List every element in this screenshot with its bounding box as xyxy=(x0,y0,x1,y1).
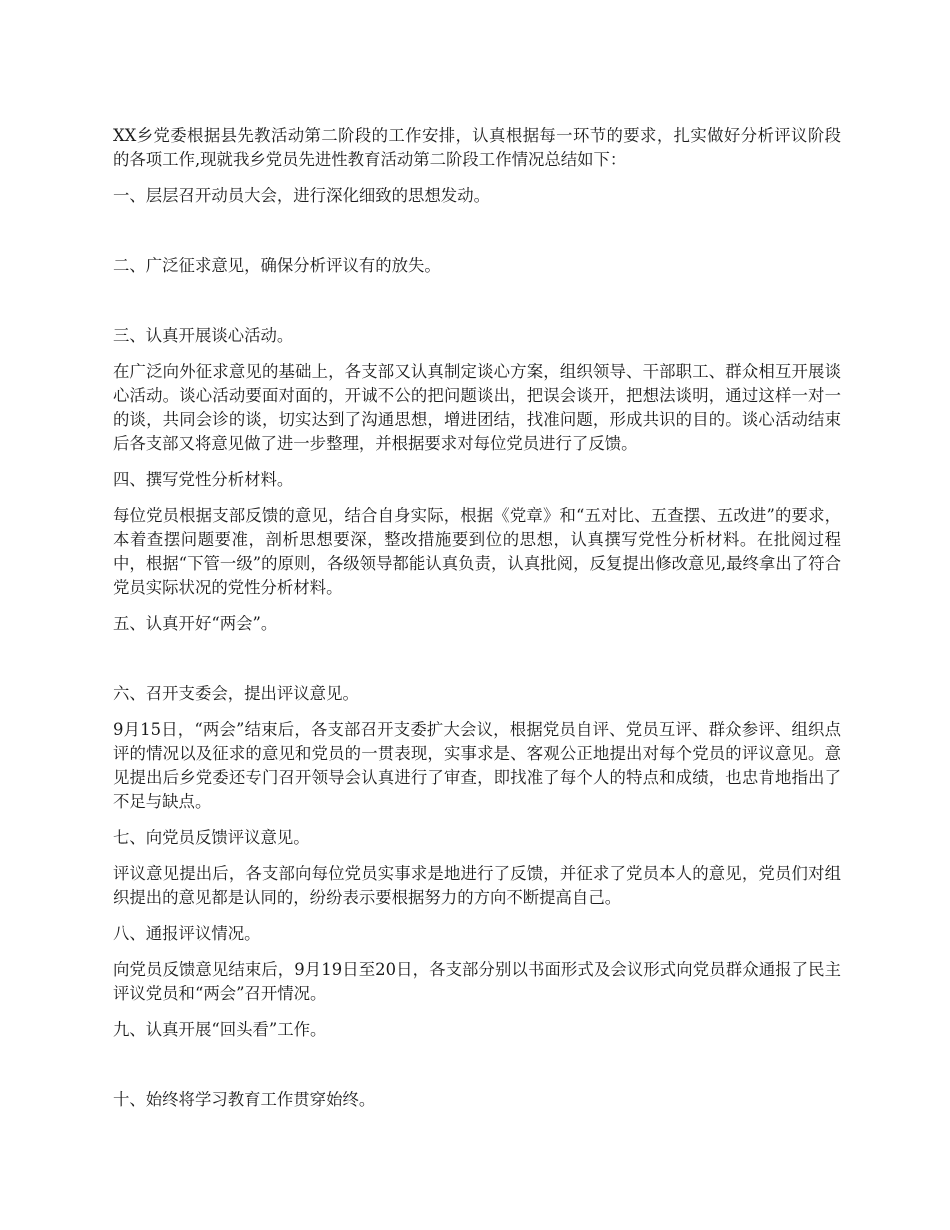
document-body xyxy=(113,124,841,1124)
section-heading-4: 四、撰写党性分析材料。 xyxy=(113,470,294,489)
section-heading-5: 五、认真开好“两会”。 xyxy=(113,614,278,633)
section-body-3: 在广泛向外征求意见的基础上，各支部又认真制定谈心方案，组织领导、干部职工、群众相互开展谈心活动。谈心活动要面对面的，开诚不公的把问题谈出，把误会谈开，把想法谈明，通过这样一对一的谈，共同会诊的谈，切实达到了沟通思想，增进团结，找准问题，形成共识的目的。谈心活动结束后各支部又将意见做了进一步整理，并根据要求对每位党员进行了反馈。 xyxy=(113,362,841,453)
section-heading-1: 一、层层召开动员大会，进行深化细致的思想发动。 xyxy=(113,186,490,205)
section-body-7: 评议意见提出后，各支部向每位党员实事求是地进行了反馈，并征求了党员本人的意见，党员们对组织提出的意见都是认同的，纷纷表示要根据努力的方向不断提高自己。 xyxy=(113,864,841,907)
section-body-8: 向党员反馈意见结束后，9月19日至20日，各支部分别以书面形式及会议形式向党员群众通报了民主评议党员和“两会”召开情况。 xyxy=(113,960,841,1003)
section-heading-10: 十、始终将学习教育工作贯穿始终。 xyxy=(113,1090,376,1109)
section-heading-2: 二、广泛征求意见，确保分析评议有的放失。 xyxy=(113,256,441,275)
section-body-6: 9月15日，“两会”结束后，各支部召开支委扩大会议，根据党员自评、党员互评、群众参评、组织点评的情况以及征求的意见和党员的一贯表现，实事求是、客观公正地提出对每个党员的评议意见。意见提出后乡党委还专门召开领导会认真进行了审查，即找准了每个人的特点和成绩，也忠肯地指出了不足与缺点。 xyxy=(113,720,841,811)
intro-paragraph: XX乡党委根据县先教活动第二阶段的工作安排，认真根据每一环节的要求，扎实做好分析评议阶段的各项工作,现就我乡党员先进性教育活动第二阶段工作情况总结如下： xyxy=(113,126,841,169)
section-heading-9: 九、认真开展“回头看”工作。 xyxy=(113,1020,327,1039)
section-heading-6: 六、召开支委会，提出评议意见。 xyxy=(113,684,359,703)
section-heading-8: 八、通报评议情况。 xyxy=(113,924,261,943)
section-heading-3: 三、认真开展谈心活动。 xyxy=(113,326,294,345)
section-heading-7: 七、向党员反馈评议意见。 xyxy=(113,828,310,847)
section-body-4: 每位党员根据支部反馈的意见，结合自身实际，根据《党章》和“五对比、五查摆、五改进”的要求，本着查摆问题要准，剖析思想要深，整改措施要到位的思想，认真撰写党性分析材料。在批阅过程中，根据“下管一级”的原则，各级领导都能认真负责，认真批阅，反复提出修改意见,最终拿出了符合党员实际状况的党性分析材料。 xyxy=(113,506,841,597)
